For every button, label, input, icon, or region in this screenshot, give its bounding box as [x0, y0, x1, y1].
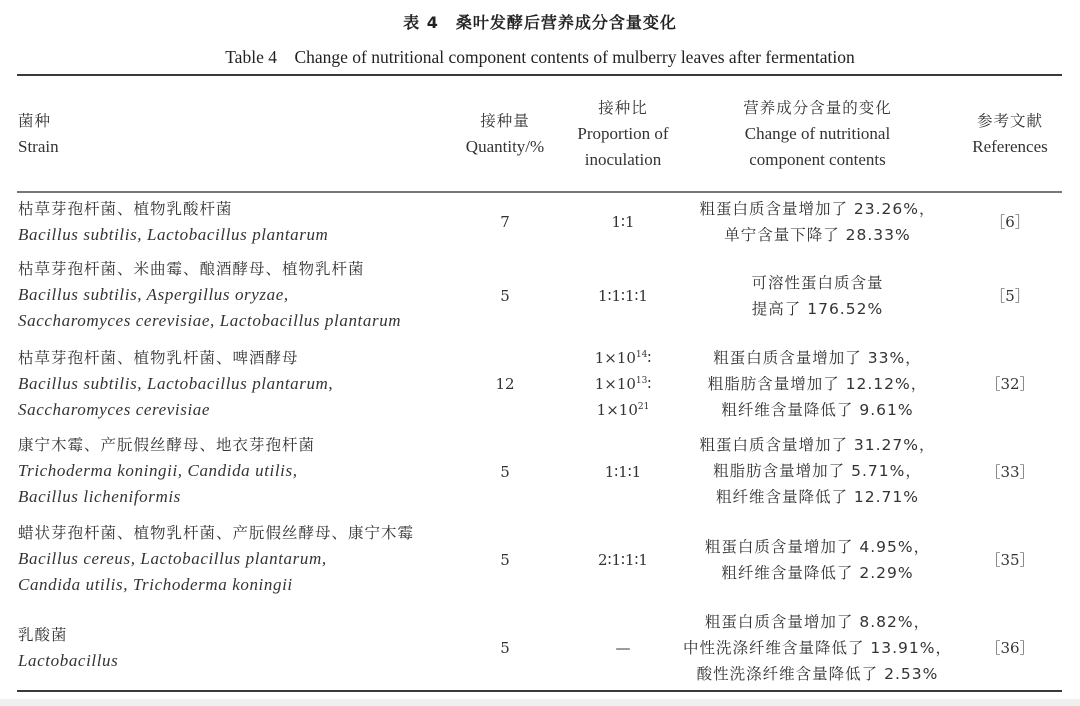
- strain-en: Bacillus licheniformis: [18, 487, 181, 506]
- table-row-0-reference: ［6］: [990, 213, 1030, 231]
- change-line: 粗蛋白质含量增加了 31.27%，: [699, 436, 936, 454]
- strain-zh: 枯草芽孢杆菌、植物乳酸杆菌: [18, 200, 233, 218]
- header-proportion-en1: Proportion of: [577, 124, 669, 143]
- header-strain: [18, 108, 458, 160]
- table-row-1-proportion: 1∶1∶1∶1: [598, 287, 648, 305]
- table-row-5-strain: [18, 622, 458, 674]
- strain-en: Bacillus cereus, Lactobacillus plantarum,: [18, 549, 327, 568]
- table-row-0-proportion: 1∶1: [611, 213, 635, 231]
- header-change-en1: Change of nutritional: [744, 124, 891, 143]
- strain-en: Bacillus subtilis, Lactobacillus plantarum,: [18, 374, 334, 393]
- strain-en: Bacillus subtilis, Aspergillus oryzae,: [18, 285, 289, 304]
- strain-en: Trichoderma koningii, Candida utilis,: [18, 461, 298, 480]
- header-quantity: [455, 108, 555, 160]
- sci-suffix: ∶: [647, 349, 652, 367]
- sci-exp: 14: [635, 350, 648, 360]
- page-bottom-margin: [0, 699, 1080, 706]
- table-row-1-reference: ［5］: [990, 287, 1030, 305]
- change-line: 可溶性蛋白质含量: [751, 274, 884, 292]
- table-row-3-proportion: 1∶1∶1: [604, 463, 642, 481]
- table-row-3-reference: ［33］: [985, 463, 1035, 481]
- strain-zh: 枯草芽孢杆菌、米曲霉、酿酒酵母、植物乳杆菌: [18, 260, 365, 278]
- table-row-2-strain: [18, 345, 458, 423]
- table-row-0-change: [660, 196, 975, 248]
- header-proportion-zh: 接种比: [598, 99, 648, 117]
- change-line: 粗蛋白质含量增加了 8.82%，: [704, 613, 931, 631]
- table-row-1-change: [660, 270, 975, 322]
- strain-en: Candida utilis, Trichoderma koningii: [18, 575, 293, 594]
- table-row-4-reference: ［35］: [985, 551, 1035, 569]
- sci-base: 1×10: [594, 375, 636, 393]
- header-quantity-zh: 接种量: [480, 112, 530, 130]
- change-line: 粗纤维含量降低了 2.29%: [721, 564, 914, 582]
- strain-en: Lactobacillus: [18, 651, 119, 670]
- sci-base: 1×10: [596, 401, 638, 419]
- header-rule: [17, 191, 1062, 193]
- top-rule: [17, 74, 1062, 76]
- header-change-en2: component contents: [749, 150, 886, 169]
- header-references-zh: 参考文献: [976, 112, 1043, 130]
- bottom-rule: [17, 690, 1062, 692]
- strain-en: Bacillus subtilis, Lactobacillus plantarum: [18, 225, 329, 244]
- header-change: [660, 95, 975, 173]
- table-row-2-quantity: 12: [495, 375, 515, 393]
- strain-zh: 枯草芽孢杆菌、植物乳杆菌、啤酒酵母: [18, 349, 299, 367]
- table-row-1-quantity: 5: [500, 287, 510, 305]
- change-line: 粗纤维含量降低了 9.61%: [721, 401, 914, 419]
- change-line: 粗蛋白质含量增加了 4.95%，: [704, 538, 931, 556]
- change-line: 粗脂肪含量增加了 12.12%，: [707, 375, 928, 393]
- change-line: 粗脂肪含量增加了 5.71%，: [713, 462, 922, 480]
- table-row-4-strain: [18, 520, 458, 598]
- table-row-4-change: [660, 534, 975, 586]
- table-row-4-proportion: 2∶1∶1∶1: [598, 551, 648, 569]
- header-strain-en: Strain: [18, 137, 59, 156]
- header-strain-zh: 菌种: [18, 112, 52, 130]
- table-row-2-reference: ［32］: [985, 375, 1035, 393]
- header-proportion-en2: inoculation: [584, 150, 662, 169]
- table-caption-zh: 表 4 桑叶发酵后营养成分含量变化: [403, 13, 677, 32]
- strain-zh: 乳酸菌: [18, 626, 68, 644]
- table-caption-en: Table 4 Change of nutritional component contents of mulberry leaves after fermentation: [225, 47, 855, 67]
- table-row-5-reference: ［36］: [985, 639, 1035, 657]
- table-row-4-quantity: 5: [500, 551, 510, 569]
- table-row-0-strain: [18, 196, 458, 248]
- sci-exp: 21: [637, 402, 650, 412]
- table-row-5-quantity: 5: [500, 639, 510, 657]
- strain-zh: 蜡状芽孢杆菌、植物乳杆菌、产朊假丝酵母、康宁木霉: [18, 524, 415, 542]
- change-line: 提高了 176.52%: [751, 300, 884, 318]
- sci-exp: 13: [635, 376, 648, 386]
- table-row-5-change: [660, 609, 975, 687]
- sci-suffix: ∶: [647, 375, 652, 393]
- table-row-5-proportion: —: [615, 639, 631, 657]
- table-row-1-strain: [18, 256, 458, 334]
- change-line: 中性洗涤纤维含量降低了 13.91%，: [682, 639, 953, 657]
- change-line: 粗纤维含量降低了 12.71%: [715, 488, 920, 506]
- sci-base: 1×10: [594, 349, 636, 367]
- header-references: [960, 108, 1060, 160]
- change-line: 粗蛋白质含量增加了 33%，: [713, 349, 922, 367]
- table-row-2-change: [660, 345, 975, 423]
- table-row-3-strain: [18, 432, 458, 510]
- header-change-zh: 营养成分含量的变化: [743, 99, 892, 117]
- header-references-en: References: [972, 137, 1048, 156]
- table-row-3-quantity: 5: [500, 463, 510, 481]
- strain-zh: 康宁木霉、产朊假丝酵母、地衣芽孢杆菌: [18, 436, 316, 454]
- strain-en: Saccharomyces cerevisiae, Lactobacillus plantarum: [18, 311, 402, 330]
- change-line: 酸性洗涤纤维含量降低了 2.53%: [696, 665, 939, 683]
- change-line: 单宁含量下降了 28.33%: [724, 226, 911, 244]
- strain-en: Saccharomyces cerevisiae: [18, 400, 211, 419]
- header-quantity-en: Quantity/%: [465, 137, 545, 156]
- table-row-0-quantity: 7: [500, 213, 510, 231]
- table-row-3-change: [660, 432, 975, 510]
- change-line: 粗蛋白质含量增加了 23.26%，: [699, 200, 936, 218]
